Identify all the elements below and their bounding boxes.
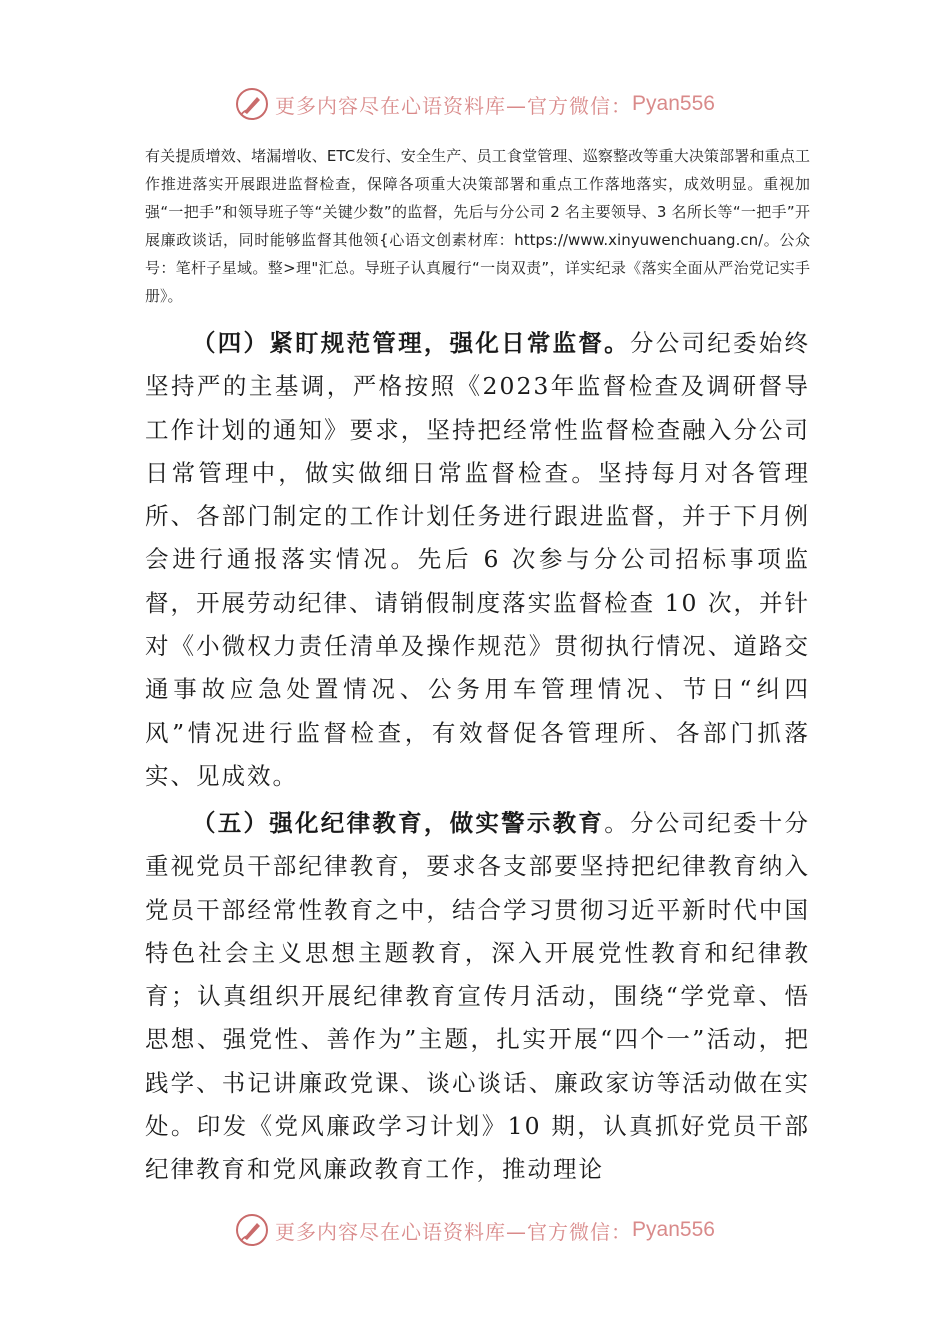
section-5-heading: （五）强化纪律教育，做实警示教育: [192, 809, 605, 837]
banner-text: 更多内容尽在心语资料库—官方微信：: [275, 1219, 633, 1244]
section-5: [145, 802, 810, 1192]
section-4-body: 分公司纪委始终坚持严的主基调，严格按照《2023年监督检查及调研督导工作计划的通知》要求，坚持把经常性监督检查融入分公司日常管理中，做实做细日常监督检查。坚持每月对各管理所、各部门制定的工作计划任务进行跟进监督，并于下月例会进行通报落实情况。先后 6 次参与分公司招标事项监督，开展劳动纪律、请销假制度落实监督检查 10 次，并针对《小微权力责任清单及操作规范》贯彻执行情况、道路交通事故应急处置情况、公务用车管理情况、节日“纠四风”情况进行监督检查，有效督促各管理所、各部门抓落实、见成效。: [145, 329, 811, 790]
section-4-heading: （四）紧盯规范管理，强化日常监督。: [192, 329, 630, 357]
header-watermark-banner: [0, 84, 950, 124]
pen-logo-icon: [235, 87, 269, 121]
top-paragraph-text: 有关提质增效、堵漏增收、ETC发行、安全生产、员工食堂管理、巡察整改等重大决策部署和重点工作推进落实开展跟进监督检查，保障各项重大决策部署和重点工作落地落实，成效明显。重视加强“一把手”和领导班子等“关键少数”的监督，先后与分公司 2 名主要领导、3 名所长等“一把手”开展廉政谈话，同时能够监督其他领{心语文创素材库：https://www.xinyuwenchuang.cn/。公众号：笔杆子星域。整>理"汇总。导班子认真履行“一岗双责”，详实纪录《落实全面从严治党记实手册》。: [145, 147, 810, 305]
section-4: [145, 322, 810, 798]
banner-text: 更多内容尽在心语资料库—官方微信：: [275, 93, 633, 118]
section-5-body: 。分公司纪委十分重视党员干部纪律教育，要求各支部要坚持把纪律教育纳入党员干部经常性教育之中，结合学习贯彻习近平新时代中国特色社会主义思想主题教育，深入开展党性教育和纪律教育；认真组织开展纪律教育宣传月活动，围绕“学党章、悟思想、强党性、善作为”主题，扎实开展“四个一”活动，把践学、书记讲廉政党课、谈心谈话、廉政家访等活动做在实处。印发《党风廉政学习计划》10 期，认真抓好党员干部纪律教育和党风廉政教育工作，推动理论: [145, 809, 811, 1184]
banner-wechat-id: Pyan556: [632, 92, 715, 115]
pen-logo-icon: [235, 1213, 269, 1247]
banner-wechat-id: Pyan556: [632, 1218, 715, 1241]
footer-watermark-banner: [0, 1210, 950, 1250]
top-paragraph: [145, 142, 810, 310]
